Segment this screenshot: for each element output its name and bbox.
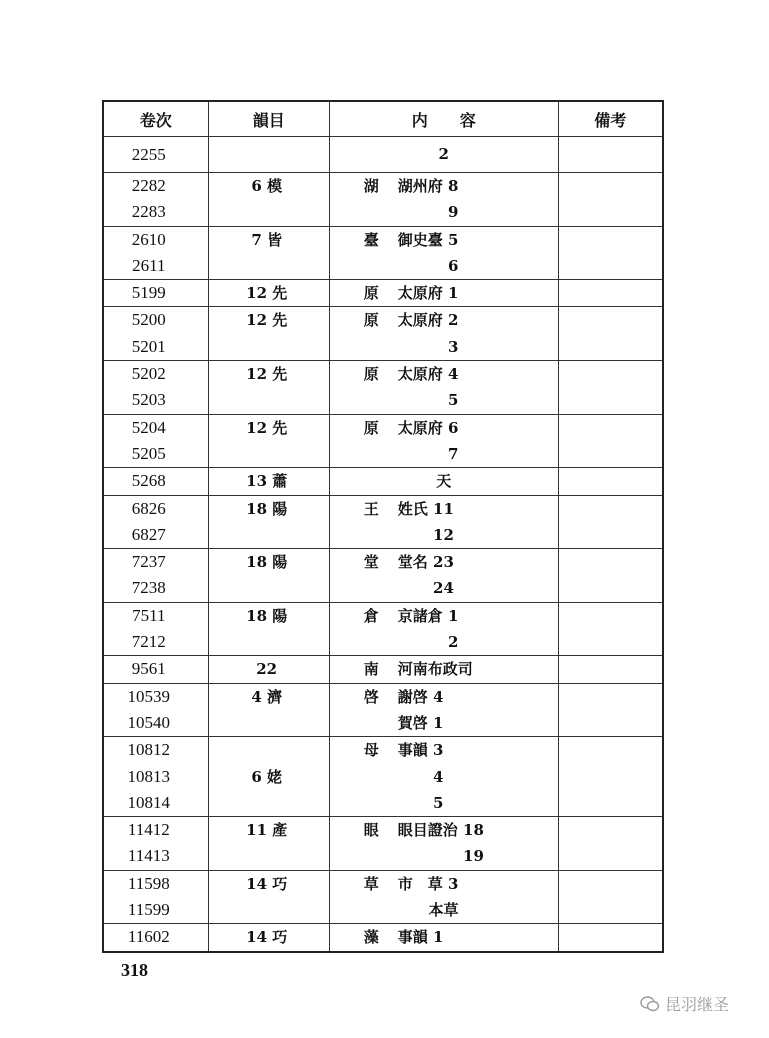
rhyme-cell [208,361,329,415]
rhyme-cell [208,226,329,280]
header-content: 内 容 [329,101,558,137]
content-cell [329,468,558,495]
rhyme-label [209,199,329,225]
volume-number: 11413 [127,846,170,866]
content-cell [329,870,558,924]
volume-cell [103,414,208,468]
rhyme-label: 6 模 [251,177,283,195]
volume-number: 6826 [131,498,166,518]
index-table [102,100,664,953]
content-cell [329,602,558,656]
volume-number: 5205 [131,443,166,463]
content-text: 9 [448,203,459,222]
remarks-cell [558,361,663,415]
rhyme-cell [208,414,329,468]
table-row [103,468,663,495]
volume-number: 6827 [131,524,166,544]
content-text: 24 [433,579,454,598]
rhyme-label [209,334,329,360]
rhyme-label [209,137,329,172]
rhyme-label: 18 陽 [246,553,288,572]
remarks-cell [558,468,663,495]
head-character: 原 [363,311,379,330]
content-cell [329,137,558,173]
rhyme-cell [208,468,329,495]
table-row [103,870,663,924]
content-cell [329,226,558,280]
volume-cell [103,737,208,817]
content-text: 5 [448,391,459,410]
volume-number: 10813 [127,766,171,786]
rhyme-label [209,253,329,279]
volume-number: 2611 [132,255,166,275]
rhyme-cell [208,656,329,683]
content-text: 湖州府 8 [397,177,459,195]
rhyme-label: 14 巧 [246,874,288,893]
watermark-text: 昆羽继圣 [665,995,730,1014]
content-cell [329,173,558,227]
remarks-cell [558,495,663,549]
wechat-icon [640,996,660,1012]
table-row [103,361,663,415]
volume-number: 7238 [131,578,166,598]
content-cell [329,280,558,307]
volume-cell [103,307,208,361]
head-character: 藻 [363,928,379,947]
remarks-cell [558,307,663,361]
remarks-cell [558,173,663,227]
header-volume: 卷次 [103,101,208,137]
content-cell [329,361,558,415]
rhyme-label [209,710,329,736]
volume-number: 7511 [132,605,166,625]
rhyme-label [209,790,329,816]
content-cell [329,414,558,468]
content-text: 賀啓 1 [397,713,444,732]
volume-number: 5202 [131,364,166,384]
rhyme-cell [208,173,329,227]
volume-number: 5200 [131,310,166,330]
rhyme-label: 12 先 [246,418,288,437]
rhyme-label [209,737,329,763]
table-row [103,924,663,952]
volume-cell [103,924,208,952]
volume-number: 11599 [127,900,170,920]
rhyme-cell [208,870,329,924]
content-text: 5 [433,793,444,812]
head-character: 原 [363,418,379,437]
remarks-cell [558,226,663,280]
rhyme-cell [208,549,329,603]
remarks-cell [558,870,663,924]
table-row [103,683,663,737]
volume-cell [103,468,208,495]
rhyme-cell [208,737,329,817]
volume-number: 10540 [127,712,171,732]
content-text: 姓氏 11 [397,499,454,518]
volume-number: 2283 [131,202,166,222]
volume-number: 2610 [131,229,166,249]
volume-cell [103,817,208,871]
table-row [103,173,663,227]
volume-number: 5204 [131,417,166,437]
rhyme-label: 12 先 [246,365,288,384]
content-cell [329,683,558,737]
rhyme-cell [208,602,329,656]
volume-number: 10812 [127,740,171,760]
rhyme-cell [208,495,329,549]
header-remarks: 備考 [558,101,663,137]
volume-number: 5203 [131,390,166,410]
content-cell [329,656,558,683]
volume-number: 5268 [131,471,166,491]
head-character: 原 [363,284,379,303]
volume-cell [103,602,208,656]
table-row [103,414,663,468]
volume-number: 9561 [131,659,166,679]
rhyme-label: 13 蕭 [246,472,288,491]
table-row [103,137,663,173]
content-text: 市 草 3 [397,874,459,893]
table-row [103,280,663,307]
remarks-cell [558,737,663,817]
rhyme-label: 14 巧 [246,928,288,947]
volume-number: 5201 [131,336,166,356]
watermark [640,992,729,1015]
content-text: 太原府 1 [397,284,459,303]
volume-number: 10814 [127,792,171,812]
table-row [103,817,663,871]
head-character: 臺 [363,230,379,249]
content-text: 事韻 1 [397,928,444,947]
rhyme-label: 7 皆 [251,230,283,249]
rhyme-label: 12 先 [246,284,288,303]
volume-number: 11412 [127,820,170,840]
page-number: 318 [121,960,148,980]
volume-cell [103,280,208,307]
head-character: 南 [363,660,379,679]
table-header-row [103,101,663,137]
table-row [103,602,663,656]
content-text: 19 [463,847,484,866]
head-character: 原 [363,365,379,384]
volume-cell [103,549,208,603]
content-text: 眼目證治 18 [397,821,484,840]
content-cell [329,737,558,817]
content-text: 3 [448,337,459,356]
content-text: 天 [436,472,452,491]
head-character: 啓 [363,687,379,706]
rhyme-label [209,441,329,467]
table-row [103,495,663,549]
head-character: 眼 [363,821,379,840]
content-text: 本草 [428,901,459,920]
volume-cell [103,226,208,280]
rhyme-label: 18 陽 [246,499,288,518]
content-cell [329,495,558,549]
content-text: 謝啓 4 [397,687,444,706]
rhyme-label [209,629,329,655]
rhyme-label [209,843,329,869]
rhyme-label [209,575,329,601]
table-row [103,549,663,603]
rhyme-label: 6 姥 [251,767,283,786]
volume-number: 7237 [131,552,166,572]
rhyme-label: 22 [256,660,278,679]
content-text: 6 [448,256,459,275]
volume-cell [103,656,208,683]
head-character: 母 [363,741,379,760]
content-text: 御史臺 5 [397,230,459,249]
volume-cell [103,361,208,415]
content-text: 河南布政司 [397,660,473,679]
volume-number: 2255 [131,145,166,164]
rhyme-cell [208,137,329,173]
content-text: 堂名 23 [397,553,454,572]
head-character: 湖 [363,177,379,195]
remarks-cell [558,656,663,683]
volume-number: 7212 [131,632,166,652]
content-text: 2 [438,145,449,163]
volume-number: 5199 [131,283,166,303]
content-text: 事韻 3 [397,741,444,760]
remarks-cell [558,137,663,173]
table-row [103,737,663,817]
remarks-cell [558,683,663,737]
volume-cell [103,137,208,173]
content-cell [329,307,558,361]
content-text: 2 [448,633,459,652]
remarks-cell [558,549,663,603]
rhyme-cell [208,307,329,361]
rhyme-label: 18 陽 [246,606,288,625]
volume-number: 11598 [127,873,170,893]
content-text: 太原府 4 [397,365,459,384]
remarks-cell [558,280,663,307]
head-character: 堂 [363,553,379,572]
rhyme-label: 4 濟 [251,687,283,706]
volume-number: 2282 [131,176,166,195]
header-rhyme: 韻目 [208,101,329,137]
content-text: 太原府 6 [397,418,459,437]
content-cell [329,549,558,603]
rhyme-label [209,522,329,548]
volume-number: 11602 [127,927,170,947]
rhyme-label: 12 先 [246,311,288,330]
content-text: 京諸倉 1 [397,606,459,625]
remarks-cell [558,414,663,468]
remarks-cell [558,817,663,871]
volume-cell [103,173,208,227]
table-row [103,307,663,361]
volume-cell [103,495,208,549]
rhyme-cell [208,817,329,871]
volume-number: 10539 [127,686,171,706]
head-character: 草 [363,874,379,893]
content-cell [329,817,558,871]
remarks-cell [558,602,663,656]
head-character: 王 [363,499,379,518]
content-text: 7 [448,444,459,463]
content-text: 12 [433,525,454,544]
volume-cell [103,683,208,737]
rhyme-cell [208,924,329,952]
volume-cell [103,870,208,924]
rhyme-label [209,897,329,923]
content-text: 太原府 2 [397,311,459,330]
content-cell [329,924,558,952]
rhyme-cell [208,683,329,737]
rhyme-label: 11 產 [246,821,288,840]
rhyme-cell [208,280,329,307]
table-row [103,226,663,280]
table-row [103,656,663,683]
remarks-cell [558,924,663,952]
head-character: 倉 [363,606,379,625]
rhyme-label [209,387,329,413]
content-text: 4 [433,767,444,786]
